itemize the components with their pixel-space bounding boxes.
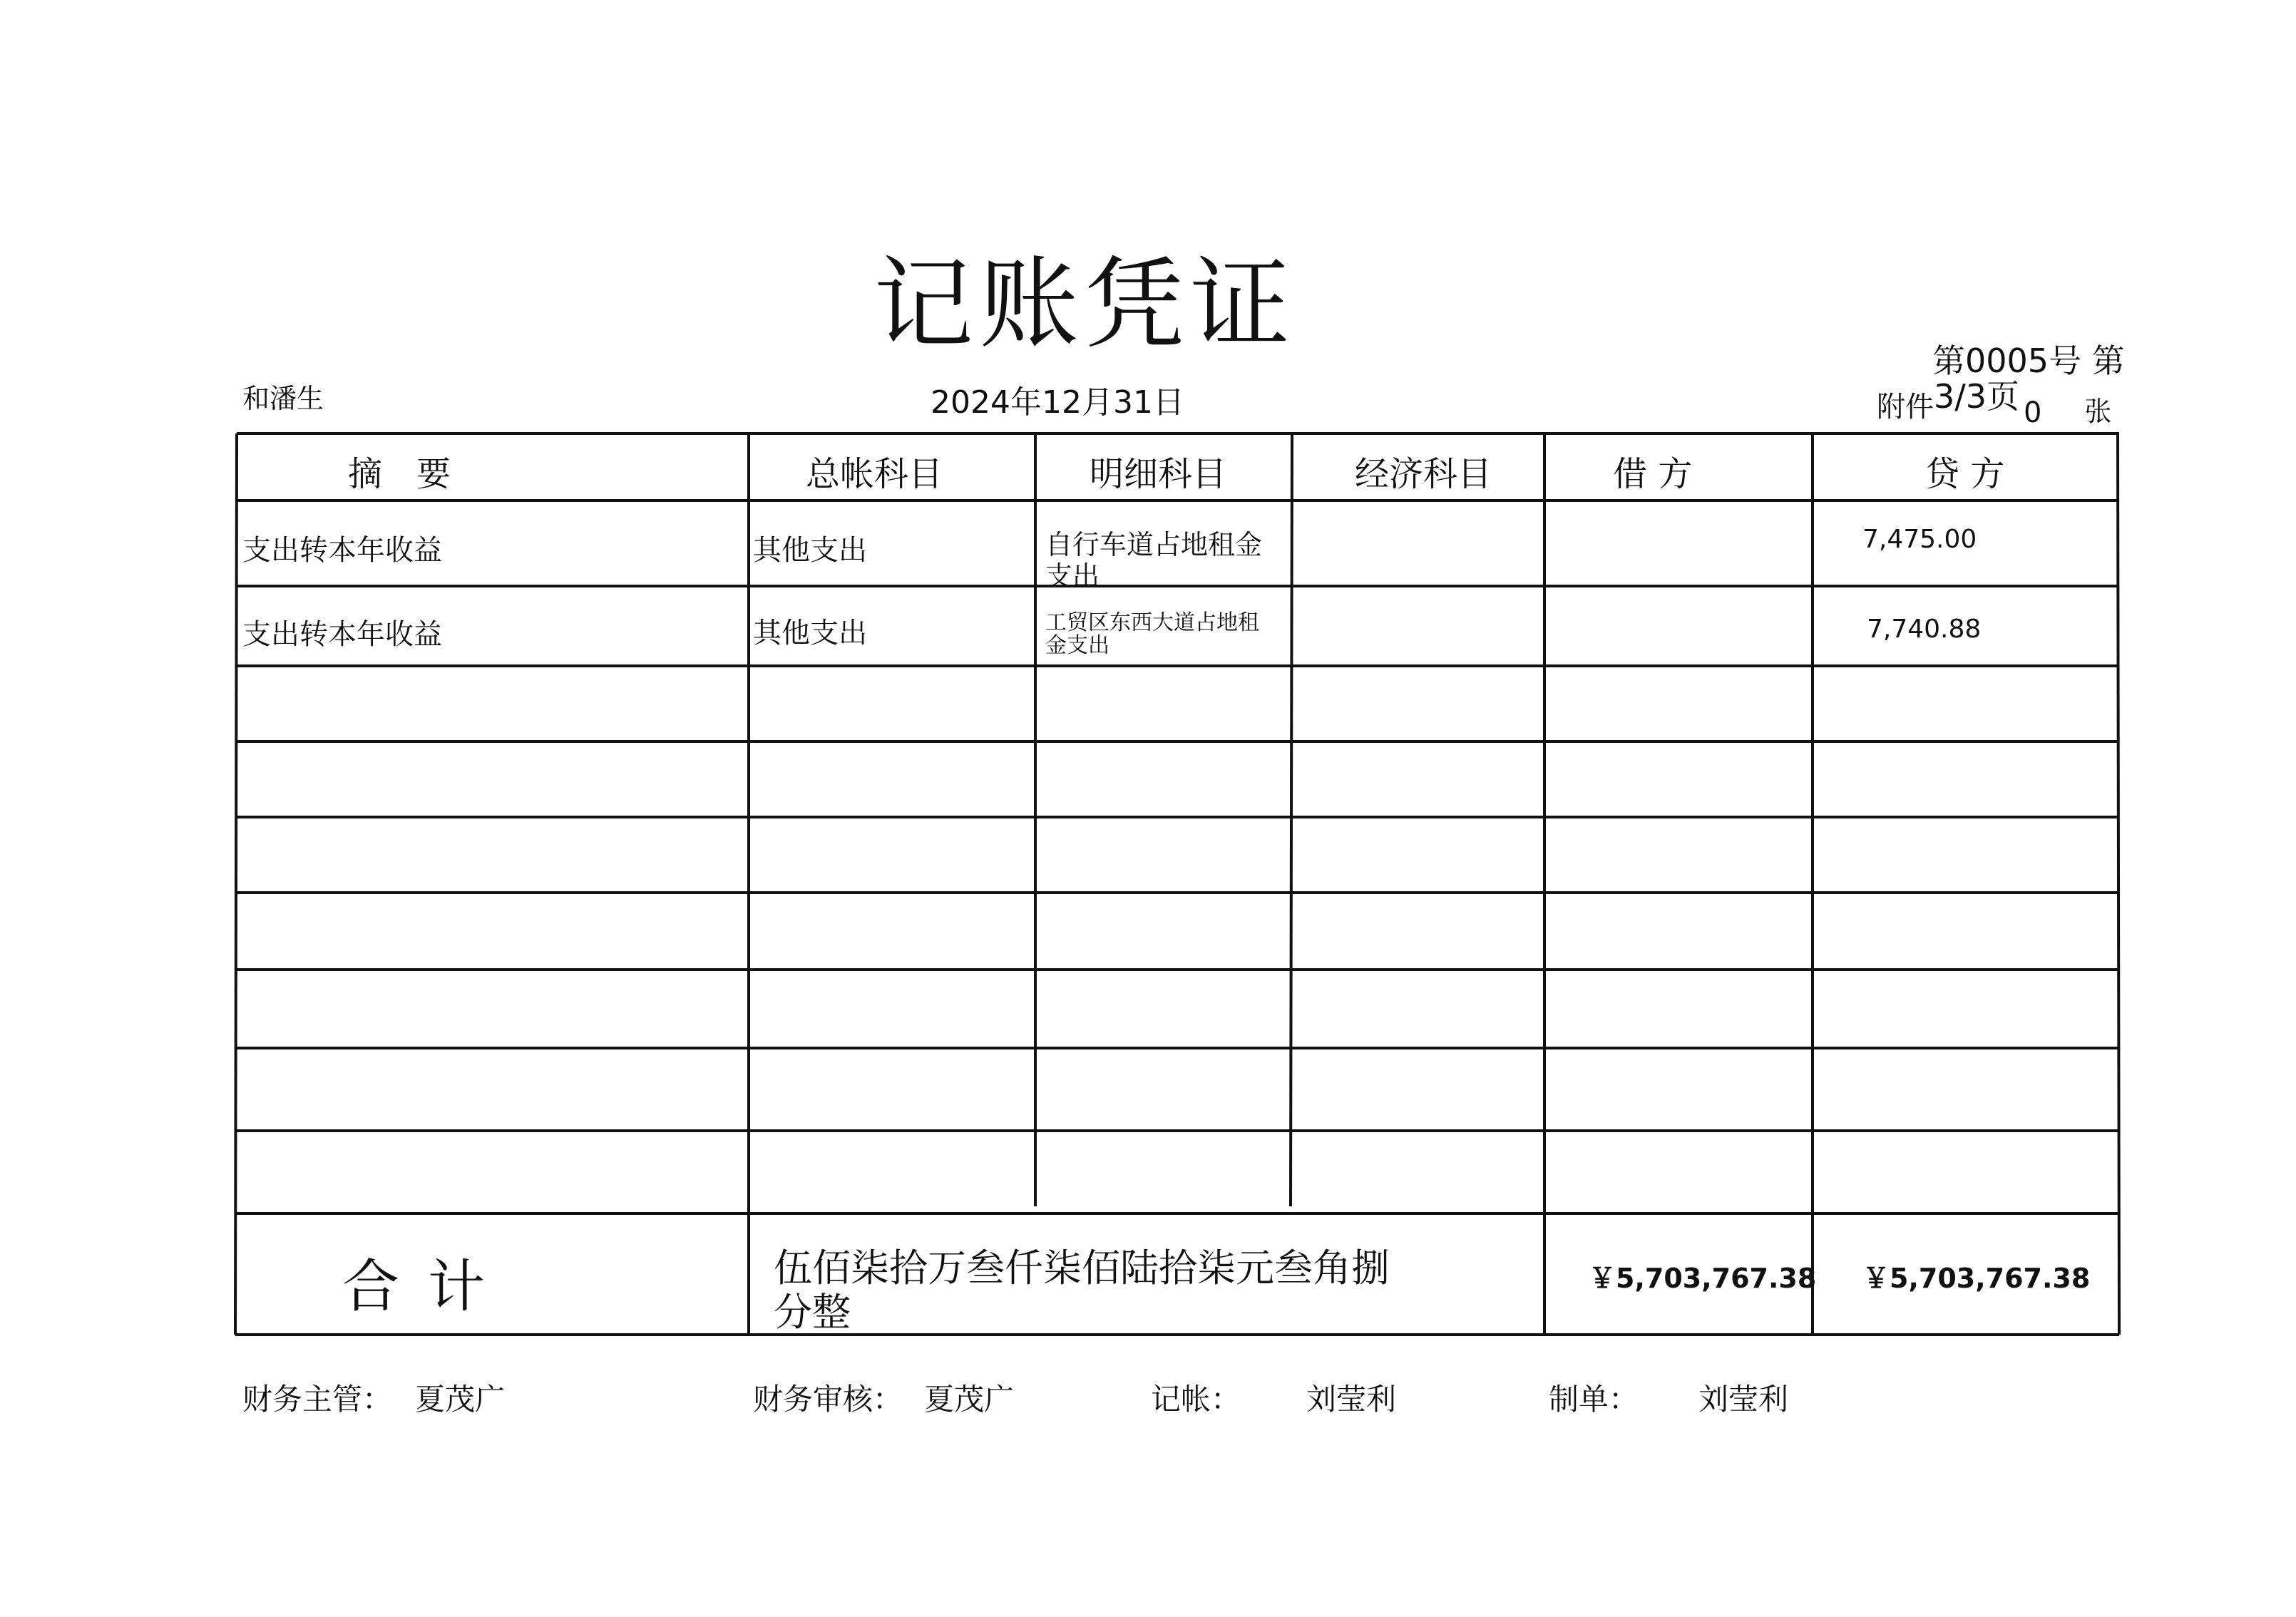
- voucher-number: 第0005号 第: [1932, 342, 2125, 380]
- preparer-name: 刘莹利: [1698, 1382, 1789, 1417]
- row-1-credit: 7,475.00: [1862, 525, 1977, 554]
- total-label: 合计: [342, 1253, 513, 1320]
- attachment-unit: 张: [2084, 396, 2112, 427]
- row-1-general-account: 其他支出: [753, 534, 867, 567]
- header-general-account: 总帐科目: [806, 454, 943, 494]
- voucher-title: 记账凭证: [873, 247, 1296, 363]
- page-indicator: 3/3页: [1934, 377, 2020, 416]
- header-detail-account: 明细科目: [1090, 454, 1227, 494]
- supervisor-label: 财务主管：: [242, 1382, 393, 1417]
- preparer-label: 制单：: [1549, 1382, 1639, 1417]
- row-2-detail-account: 工贸区东西大道占地租金支出: [1045, 610, 1259, 658]
- voucher-date: 2024年12月31日: [931, 384, 1184, 421]
- row-2-general-account: 其他支出: [753, 617, 867, 650]
- auditor-label: 财务审核：: [753, 1382, 903, 1417]
- header-summary: 摘 要: [348, 454, 451, 494]
- total-credit: ￥5,703,767.38: [1862, 1263, 2091, 1294]
- total-debit: ￥5,703,767.38: [1589, 1263, 1817, 1294]
- supervisor-name: 夏茂广: [415, 1382, 506, 1417]
- auditor-name: 夏茂广: [924, 1382, 1015, 1417]
- total-amount-in-words: 伍佰柒拾万叁仟柒佰陆拾柒元叁角捌分整: [774, 1246, 1390, 1335]
- header-debit: 借 方: [1613, 454, 1693, 494]
- row-2-credit: 7,740.88: [1867, 615, 1982, 644]
- company-name: 和潘生: [242, 383, 324, 414]
- row-1-summary: 支出转本年收益: [242, 534, 442, 567]
- row-1-detail-account: 自行车道占地租金支出: [1045, 529, 1263, 592]
- header-credit: 贷 方: [1925, 454, 2005, 494]
- row-2-summary: 支出转本年收益: [242, 618, 442, 651]
- attachment-count: 0: [2024, 396, 2042, 429]
- attachment-label: 附件: [1877, 391, 1934, 423]
- bookkeeper-label: 记帐：: [1151, 1382, 1241, 1417]
- bookkeeper-name: 刘莹利: [1306, 1382, 1397, 1417]
- header-economic-account: 经济科目: [1355, 454, 1492, 494]
